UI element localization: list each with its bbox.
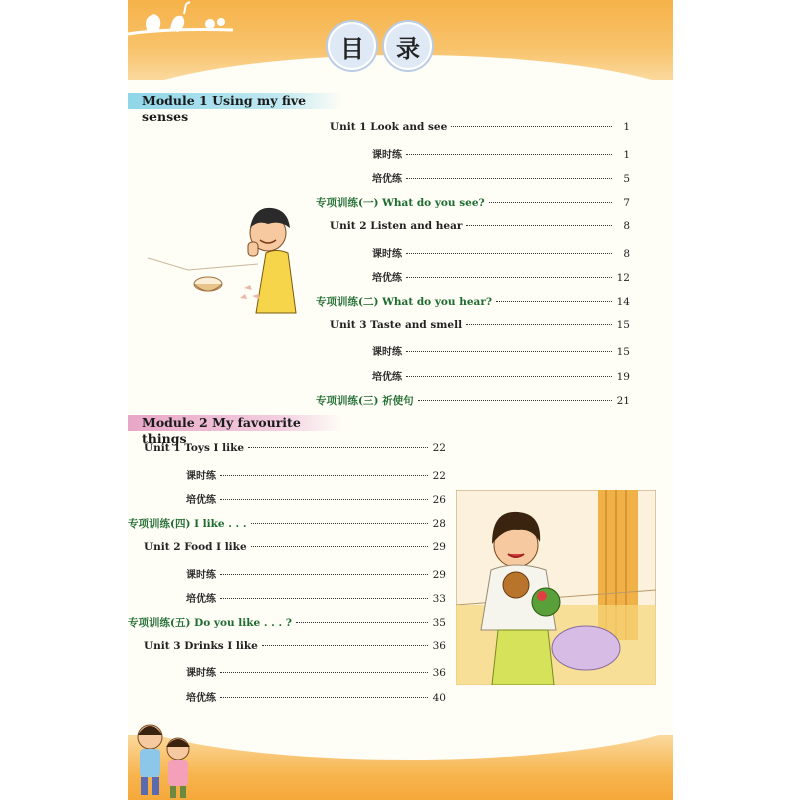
toc-entry: [128, 615, 446, 630]
toc-entry-label: Unit 1 Toys I like: [144, 442, 245, 454]
toc-leader-dots: [220, 598, 428, 599]
toc-entry: [144, 442, 446, 454]
toc-entry-label: 课时练: [186, 668, 216, 680]
toc-leader-dots: [418, 400, 612, 401]
toc-leader-dots: [220, 475, 428, 476]
toc-entry: [186, 491, 446, 506]
toc-page-number: 40: [432, 692, 446, 704]
toc-page-number: 1: [623, 121, 630, 133]
toc-entry-label: 培优练: [186, 693, 216, 704]
toc-page-number: 22: [432, 469, 446, 482]
toc-page-number: 36: [432, 667, 446, 680]
toc-entry: [316, 294, 630, 309]
toc-entry: [316, 195, 630, 210]
boy-eating-illustration: [148, 198, 308, 318]
book-page: [128, 0, 673, 800]
toc-entry-label: 课时练: [372, 149, 402, 161]
children-illustration: [128, 715, 198, 800]
toc-entry-label: 专项训练(四) I like . . .: [128, 518, 247, 531]
toc-leader-dots: [489, 202, 612, 203]
toc-entry-label: 培优练: [186, 495, 216, 507]
toc-entry-label: 课时练: [186, 569, 216, 581]
toc-page-number: 14: [616, 295, 630, 308]
toc-page-number: 35: [432, 616, 446, 629]
toc-entry: [372, 245, 630, 260]
toc-entry: [372, 368, 630, 383]
toc-page-number: 21: [616, 394, 630, 407]
toc-page-number: 29: [432, 540, 446, 553]
toc-leader-dots: [296, 622, 428, 623]
toc-entry-label: 培优练: [372, 273, 402, 285]
toc-entry-label: 培优练: [186, 594, 216, 606]
toc-entry-label: 课时练: [186, 470, 216, 482]
toc-entry-label: 专项训练(五) Do you like . . . ?: [128, 616, 292, 629]
toc-leader-dots: [466, 324, 612, 325]
toc-page-number: 28: [432, 518, 446, 531]
toc-leader-dots: [466, 225, 612, 226]
toc-leader-dots: [251, 546, 428, 547]
toc-page-number: 33: [432, 593, 446, 606]
toc-entry: [372, 170, 630, 185]
toc-entry-label: Unit 2 Food I like: [144, 540, 247, 553]
toc-page-number: 7: [623, 197, 630, 210]
footer-band: [128, 735, 673, 800]
toc-leader-dots: [220, 499, 428, 500]
toc-leader-dots: [451, 126, 612, 127]
toc-entry-label: Unit 2 Listen and hear: [330, 219, 463, 232]
toc-leader-dots: [406, 178, 612, 179]
toc-page-number: 12: [616, 272, 630, 285]
toc-entry-label: Unit 3 Taste and smell: [330, 318, 463, 331]
toc-leader-dots: [406, 376, 612, 377]
toc-entry: [186, 566, 446, 581]
toc-page-number: 5: [623, 173, 630, 186]
branch-birds-illustration: [128, 0, 238, 48]
toc-leader-dots: [262, 645, 428, 646]
toc-entry: [128, 516, 446, 531]
title-char-2: 录: [384, 22, 432, 70]
toc-page-number: 26: [432, 494, 446, 507]
toc-entry-label: 专项训练(一) What do you see?: [316, 197, 485, 210]
toc-page-number: 36: [432, 639, 446, 652]
toc-entry: [330, 220, 630, 232]
toc-entry-label: 专项训练(二) What do you hear?: [316, 295, 493, 308]
toc-entry: [186, 664, 446, 679]
toc-leader-dots: [251, 523, 428, 524]
page-title: [328, 22, 432, 70]
toc-page-number: 8: [623, 219, 630, 232]
footer-curve: [128, 705, 673, 760]
toc-leader-dots: [220, 574, 428, 575]
module-2-heading: Module 2 My favourite things: [128, 415, 342, 431]
toc-entry: [186, 467, 446, 482]
toc-entry: [330, 319, 630, 331]
toc-entry: [372, 146, 630, 161]
toc-leader-dots: [406, 351, 612, 352]
girl-with-toys-illustration: [456, 490, 656, 685]
toc-entry: [144, 640, 446, 652]
toc-entry-label: 专项训练(三) 祈使句: [316, 394, 414, 407]
toc-leader-dots: [406, 154, 612, 155]
header-band: [128, 0, 673, 80]
toc-entry-label: 课时练: [372, 347, 402, 359]
toc-leader-dots: [406, 253, 612, 254]
toc-entry-label: Unit 1 Look and see: [330, 121, 448, 133]
toc-entry: [372, 269, 630, 284]
toc-page-number: 19: [616, 371, 630, 383]
toc-leader-dots: [220, 697, 428, 698]
toc-entry-label: 培优练: [372, 372, 402, 383]
toc-entry: [330, 121, 630, 133]
toc-entry: [316, 393, 630, 408]
toc-entry: [186, 689, 446, 704]
toc-page-number: 15: [616, 318, 630, 331]
toc-entry-label: 培优练: [372, 174, 402, 186]
toc-leader-dots: [496, 301, 612, 302]
toc-page-number: 1: [623, 148, 630, 161]
toc-page-number: 15: [616, 346, 630, 359]
toc-leader-dots: [406, 277, 612, 278]
toc-page-number: 22: [432, 442, 446, 454]
toc-leader-dots: [248, 447, 428, 448]
toc-page-number: 8: [623, 247, 630, 260]
module-1-heading: Module 1 Using my five senses: [128, 93, 342, 109]
toc-entry: [144, 541, 446, 553]
toc-page-number: 29: [432, 568, 446, 581]
toc-entry: [186, 590, 446, 605]
toc-entry-label: Unit 3 Drinks I like: [144, 639, 258, 652]
toc-entry-label: 课时练: [372, 248, 402, 260]
toc-leader-dots: [220, 672, 428, 673]
toc-entry: [372, 343, 630, 358]
title-char-1: 目: [328, 22, 376, 70]
